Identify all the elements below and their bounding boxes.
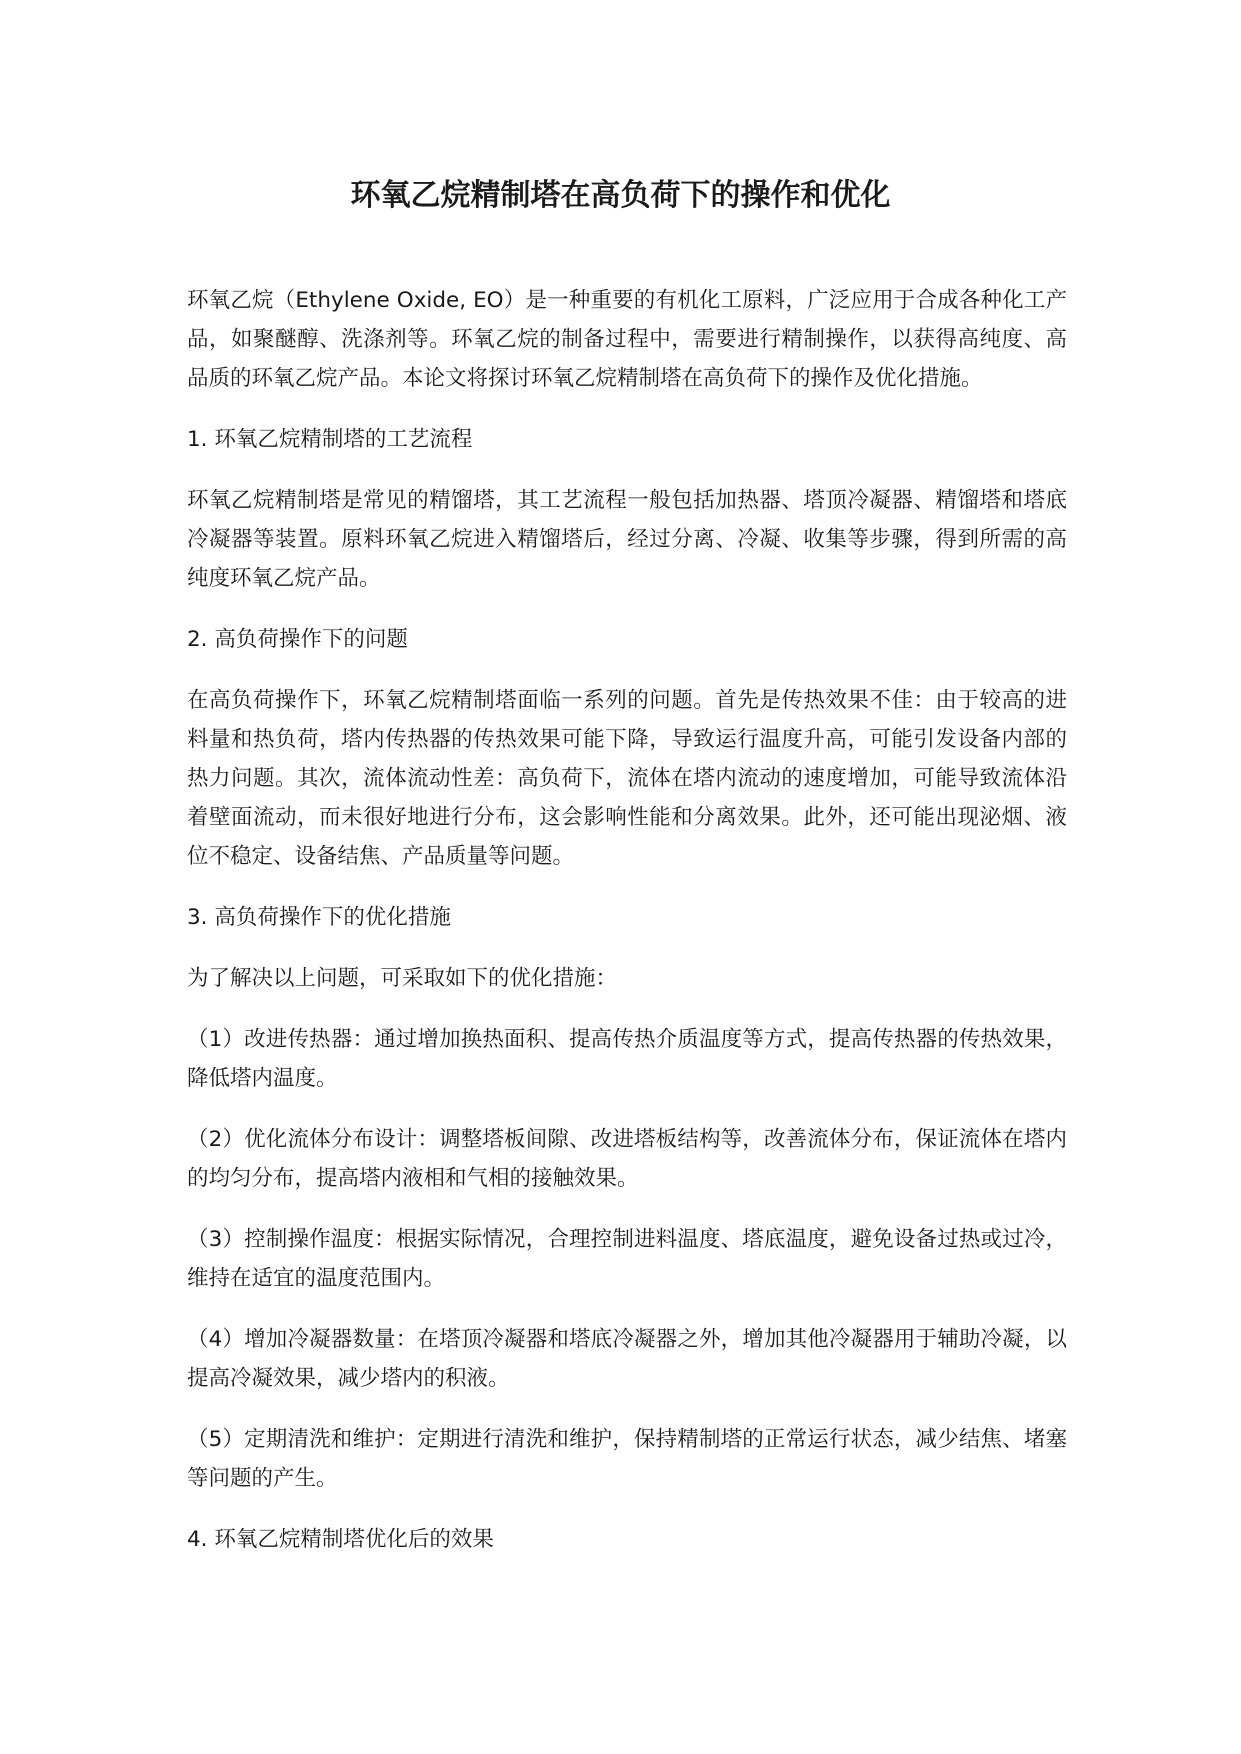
section-heading-3: 3. 高负荷操作下的优化措施: [187, 905, 451, 930]
problems-paragraph: 在高负荷操作下，环氧乙烷精制塔面临一系列的问题。首先是传热效果不佳：由于较高的进料量和热负荷，塔内传热器的传热效果可能下降，导致运行温度升高，可能引发设备内部的热力问题。其次，流体流动性差：高负荷下，流体在塔内流动的速度增加，可能导致流体沿着壁面流动，而未很好地进行分布，这会影响性能和分离效果。此外，还可能出现泌烟、液位不稳定、设备结焦、产品质量等问题。: [187, 688, 1067, 869]
document-title: 环氧乙烷精制塔在高负荷下的操作和优化: [350, 178, 891, 213]
section-heading-1: 1. 环氧乙烷精制塔的工艺流程: [187, 427, 473, 452]
document-body: [187, 281, 1067, 1581]
section-heading-2: 2. 高负荷操作下的问题: [187, 627, 408, 652]
measure-item-2: （2）优化流体分布设计：调整塔板间隙、改进塔板结构等，改善流体分布，保证流体在塔内的均匀分布，提高塔内液相和气相的接触效果。: [187, 1127, 1067, 1191]
process-paragraph: 环氧乙烷精制塔是常见的精馏塔，其工艺流程一般包括加热器、塔顶冷凝器、精馏塔和塔底冷凝器等装置。原料环氧乙烷进入精馏塔后，经过分离、冷凝、收集等步骤，得到所需的高纯度环氧乙烷产品。: [187, 488, 1067, 591]
measure-item-3: （3）控制操作温度：根据实际情况，合理控制进料温度、塔底温度，避免设备过热或过冷，维持在适宜的温度范围内。: [187, 1227, 1067, 1291]
measure-item-5: （5）定期清洗和维护：定期进行清洗和维护，保持精制塔的正常运行状态，减少结焦、堵塞等问题的产生。: [187, 1427, 1067, 1491]
section-heading-4: 4. 环氧乙烷精制塔优化后的效果: [187, 1527, 494, 1552]
measure-item-1: （1）改进传热器：通过增加换热面积、提高传热介质温度等方式，提高传热器的传热效果，降低塔内温度。: [187, 1027, 1067, 1091]
measure-item-4: （4）增加冷凝器数量：在塔顶冷凝器和塔底冷凝器之外，增加其他冷凝器用于辅助冷凝，以提高冷凝效果，减少塔内的积液。: [187, 1327, 1067, 1391]
intro-paragraph: 环氧乙烷（Ethylene Oxide, EO）是一种重要的有机化工原料，广泛应用于合成各种化工产品，如聚醚醇、洗涤剂等。环氧乙烷的制备过程中，需要进行精制操作，以获得高纯度、高品质的环氧乙烷产品。本论文将探讨环氧乙烷精制塔在高负荷下的操作及优化措施。: [187, 288, 1067, 391]
measures-intro-paragraph: 为了解决以上问题，可采取如下的优化措施：: [187, 966, 618, 991]
